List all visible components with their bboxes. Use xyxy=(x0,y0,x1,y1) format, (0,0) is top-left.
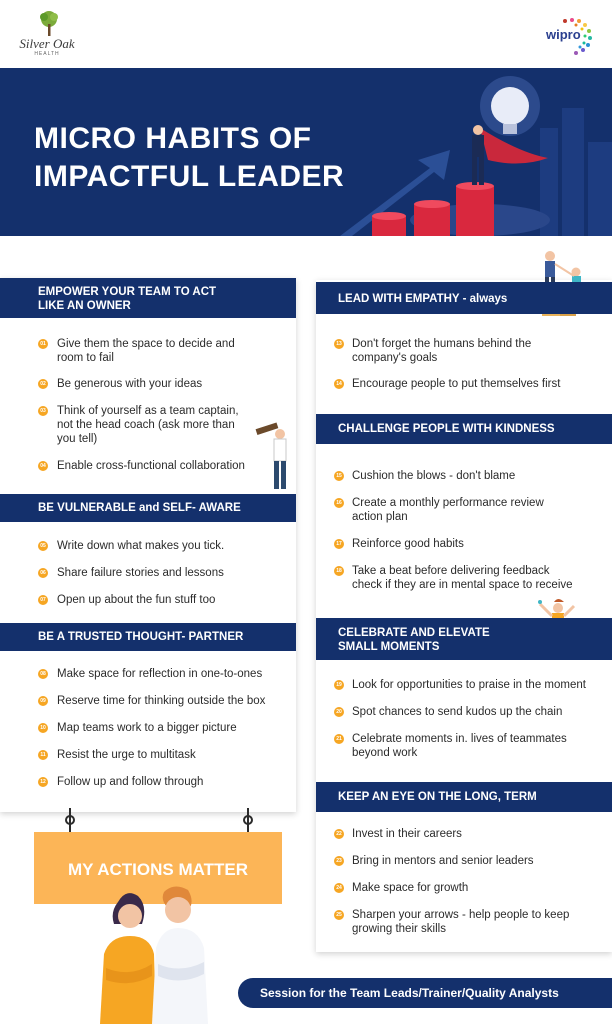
title-line-1: MICRO HABITS OF xyxy=(34,122,312,155)
bullet-icon: 11 xyxy=(38,750,48,760)
silver-oak-logo xyxy=(16,10,78,60)
list-item: Sharpen your arrows - help people to keep growing their skills xyxy=(352,909,570,935)
page-title xyxy=(34,120,364,196)
bullet-icon: 16 xyxy=(334,498,344,508)
bullet-icon: 07 xyxy=(38,595,48,605)
list-item: Give them the space to decide and room to fail xyxy=(57,338,235,364)
list-item: Open up about the fun stuff too xyxy=(57,594,216,606)
list-item: Don't forget the humans behind the company's goals xyxy=(352,338,532,364)
list-item: Reinforce good habits xyxy=(352,538,464,550)
people-illustration xyxy=(90,884,230,1024)
list-item: Look for opportunities to praise in the moment xyxy=(352,679,586,691)
bullet-icon: 25 xyxy=(334,910,344,920)
actions-text: MY ACTIONS MATTER xyxy=(67,860,249,879)
list-item: Make space for growth xyxy=(352,882,469,894)
list-item: Take a beat before delivering feedback check if they are in mental space to receive xyxy=(352,565,573,591)
bullet-icon: 18 xyxy=(334,566,344,576)
list-item: Cushion the blows - don't blame xyxy=(352,470,516,482)
hero-banner xyxy=(0,68,612,236)
list-item: Bring in mentors and senior leaders xyxy=(352,855,534,867)
section-challenge-kindness: CHALLENGE PEOPLE WITH KINDNESS xyxy=(316,414,612,444)
bullet-icon: 13 xyxy=(334,339,344,349)
bullet-icon: 01 xyxy=(38,339,48,349)
bullet-icon: 12 xyxy=(38,777,48,787)
health-label: HEALTH xyxy=(34,51,60,57)
list-item: Be generous with your ideas xyxy=(57,378,203,390)
list-item: Create a monthly performance review action plan xyxy=(352,497,544,523)
list-item: Enable cross-functional collaboration xyxy=(57,460,245,472)
section-empathy: LEAD WITH EMPATHY - always xyxy=(316,282,612,314)
silver-oak-wordmark: Silver Oak xyxy=(19,36,75,51)
section-celebrate: CELEBRATE AND ELEVATE SMALL MOMENTS xyxy=(316,618,612,660)
session-banner: Session for the Team Leads/Trainer/Quality Analysts xyxy=(238,978,612,1008)
wipro-wordmark: wipro xyxy=(546,27,581,42)
list-item: Invest in their careers xyxy=(352,828,462,840)
tree-icon xyxy=(38,10,60,36)
bullet-icon: 19 xyxy=(334,680,344,690)
bullet-icon: 21 xyxy=(334,734,344,744)
wipro-logo xyxy=(544,14,600,56)
list-item: Celebrate moments in. lives of teammates beyond work xyxy=(352,733,567,759)
list-item: Encourage people to put themselves first xyxy=(352,378,561,390)
bullet-icon: 23 xyxy=(334,856,344,866)
bullet-icon: 22 xyxy=(334,829,344,839)
list-item: Think of yourself as a team captain, not the head coach (ask more than you tell) xyxy=(57,405,239,445)
title-line-2: IMPACTFUL LEADER xyxy=(34,160,345,193)
section-long-term: KEEP AN EYE ON THE LONG, TERM xyxy=(316,782,612,812)
list-item: Reserve time for thinking outside the box xyxy=(57,695,266,707)
bullet-icon: 06 xyxy=(38,568,48,578)
list-item: Map teams work to a bigger picture xyxy=(57,722,237,734)
bullet-icon: 14 xyxy=(334,379,344,389)
bullet-icon: 02 xyxy=(38,379,48,389)
bullet-icon: 15 xyxy=(334,471,344,481)
list-item: Write down what makes you tick. xyxy=(57,540,225,552)
list-item: Make space for reflection in one-to-ones xyxy=(57,668,263,680)
list-item: Resist the urge to multitask xyxy=(57,749,196,761)
list-item: Follow up and follow through xyxy=(57,776,204,788)
bullet-icon: 09 xyxy=(38,696,48,706)
list-item: Spot chances to send kudos up the chain xyxy=(352,706,563,718)
section-vulnerable: BE VULNERABLE and SELF- AWARE xyxy=(0,494,296,522)
bullet-icon: 17 xyxy=(334,539,344,549)
bullet-icon: 04 xyxy=(38,461,48,471)
bullet-icon: 24 xyxy=(334,883,344,893)
top-bar xyxy=(0,0,612,68)
bullet-icon: 20 xyxy=(334,707,344,717)
section-thought-partner: BE A TRUSTED THOUGHT- PARTNER xyxy=(0,623,296,651)
bullet-icon: 05 xyxy=(38,541,48,551)
section-empower-team: EMPOWER YOUR TEAM TO ACT LIKE AN OWNER xyxy=(0,278,296,318)
bullet-icon: 10 xyxy=(38,723,48,733)
list-item: Share failure stories and lessons xyxy=(57,567,224,579)
bullet-icon: 03 xyxy=(38,406,48,416)
telescope-person-icon xyxy=(254,420,296,492)
bullet-icon: 08 xyxy=(38,669,48,679)
